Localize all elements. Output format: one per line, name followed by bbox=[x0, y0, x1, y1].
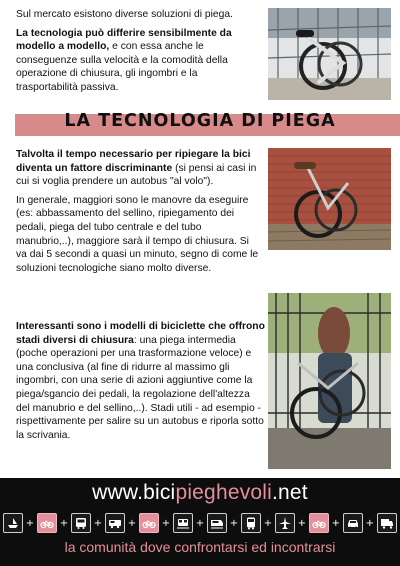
stages-bold: Interessanti sono i modelli di biciclette che offrono stadi diversi di chiusura bbox=[16, 321, 265, 346]
transport-icons-row: + + + + + + + + + + + bbox=[3, 512, 397, 534]
plane-icon bbox=[275, 513, 295, 533]
footer bbox=[0, 478, 400, 566]
stages-rest: : una piega intermedia (poche operazioni per una trasformazione veloce) e una conclusiva (al fine di ridurre al massimo gli ingombri, con una serie di azioni aggiuntive come la piega/sgancio dei pedali, la regolazione dell'altezza del manubrio e del sellino,..). Stadi utili - ad esempio - rispettivamente per salire su un autobus e riporla sotto la scrivania. bbox=[16, 334, 264, 441]
banner-title: LA TECNOLOGIA DI PIEGA bbox=[64, 111, 336, 131]
tech-rest: e con essa anche le conseguenze sulla velocità e la comodità della operazione di chiusura, gli ingombri e la trasportabilità passiva. bbox=[16, 41, 228, 93]
stages-section bbox=[16, 320, 266, 442]
bike-icon bbox=[37, 513, 57, 533]
site-url[interactable] bbox=[0, 481, 400, 505]
url-suffix: .net bbox=[272, 481, 308, 504]
camper-icon bbox=[105, 513, 125, 533]
time-section bbox=[16, 148, 262, 275]
bus-icon bbox=[241, 513, 261, 533]
truck-icon bbox=[377, 513, 397, 533]
intro-text: Sul mercato esistono diverse soluzioni di piega. bbox=[16, 9, 233, 20]
photo-folded-bike-brick bbox=[268, 148, 391, 250]
tagline: la comunità dove confrontarsi ed incontrarsi bbox=[64, 539, 336, 555]
intro-section bbox=[16, 8, 262, 95]
train-icon bbox=[207, 513, 227, 533]
time-rest: (si pensi ai casi in cui si voglia prendere un autobus "al volo"). bbox=[16, 162, 257, 188]
tram-icon bbox=[173, 513, 193, 533]
tech-paragraph bbox=[16, 27, 262, 95]
time-bold: Talvolta il tempo necessario per ripiegare la bici diventa un fattore discriminante bbox=[16, 149, 251, 174]
car-icon bbox=[343, 513, 363, 533]
tech-bold: La tecnologia può differire sensibilmente da modello a modello, bbox=[16, 27, 232, 53]
url-prefix: www.bici bbox=[92, 481, 176, 504]
section-banner bbox=[0, 110, 400, 138]
stages-paragraph bbox=[16, 320, 266, 442]
photo-folded-bike-railing bbox=[268, 8, 391, 100]
url-highlight: pieghevoli bbox=[175, 481, 273, 504]
bike-icon bbox=[309, 513, 329, 533]
maneuvers-paragraph: In generale, maggiori sono le manovre da eseguire (es: abbassamento del sellino, ripiegamento dei pedali, piega del tubo centrale e del tubo manubrio,..), maggiore sarà il tempo di chiusura. Si va dai 5 secondi a quasi un minuto, segno di come le soluzioni tecnologiche siano molto diverse. bbox=[16, 194, 259, 274]
bike-icon bbox=[139, 513, 159, 533]
boat-icon bbox=[3, 513, 23, 533]
time-paragraph bbox=[16, 148, 262, 189]
bus-icon bbox=[71, 513, 91, 533]
photo-person-folding-bike bbox=[268, 293, 391, 469]
